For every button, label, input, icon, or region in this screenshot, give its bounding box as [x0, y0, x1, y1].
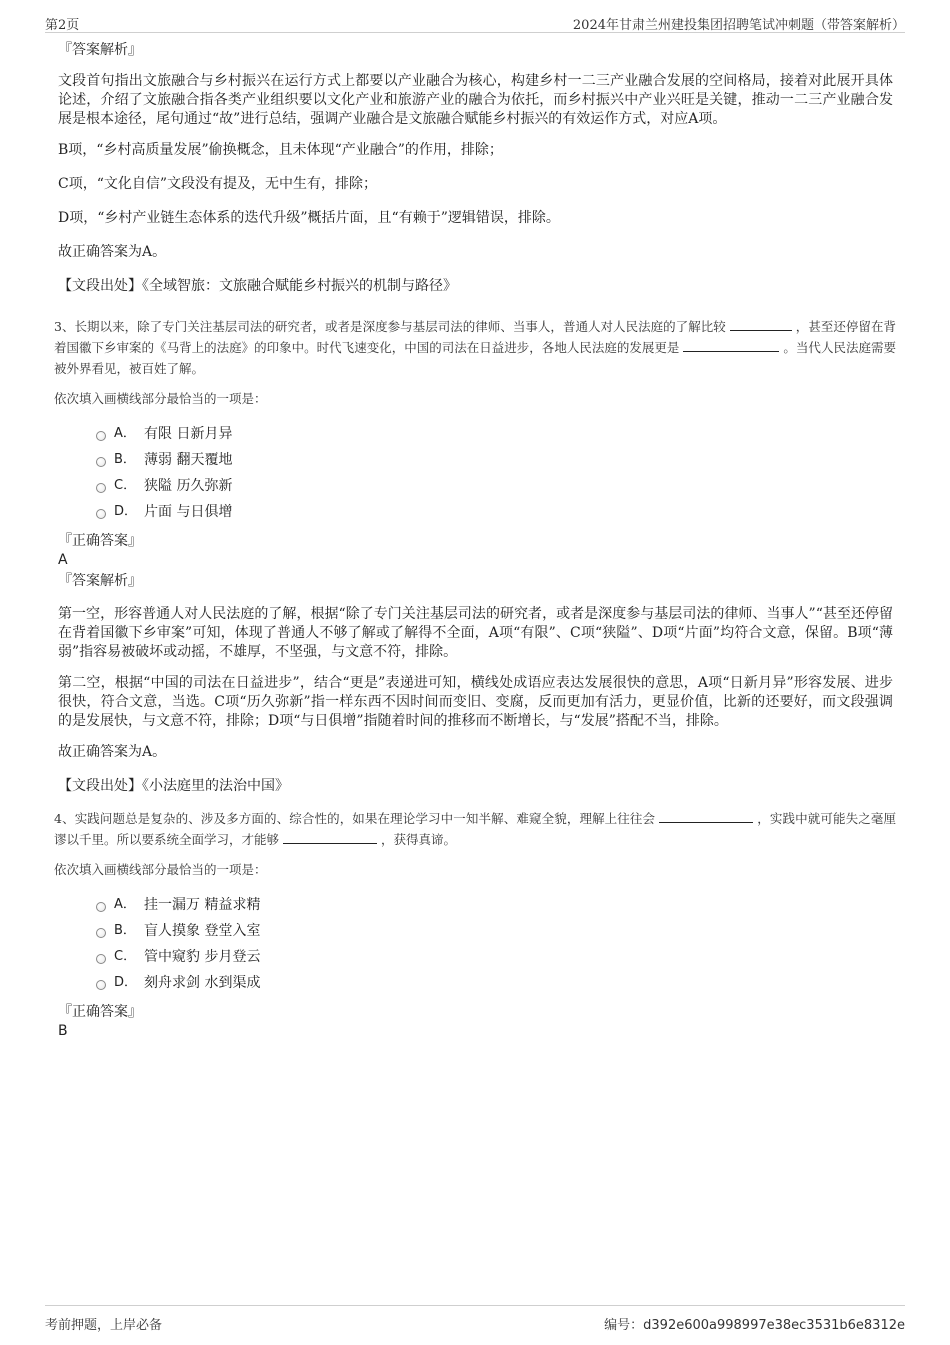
document-title: 2024年甘肃兰州建投集团招聘笔试冲刺题（带答案解析）	[572, 18, 905, 33]
fill-blank	[659, 808, 753, 823]
page-footer	[45, 1305, 905, 1333]
radio-icon[interactable]	[96, 431, 106, 441]
analysis-paragraph: C项，“文化自信”文段没有提及，无中生有，排除；	[58, 176, 378, 192]
page-number: 第2页	[45, 18, 80, 33]
options-list	[96, 892, 931, 996]
option-d[interactable]: D． 片面 与日俱增	[96, 499, 931, 525]
radio-icon[interactable]	[96, 954, 106, 964]
radio-icon[interactable]	[96, 980, 106, 990]
radio-icon[interactable]	[96, 902, 106, 912]
option-a[interactable]: A． 挂一漏万 精益求精	[96, 892, 931, 918]
option-c[interactable]: C． 管中窥豹 步月登云	[96, 944, 931, 970]
page-header	[45, 12, 905, 33]
analysis-paragraph: 第二空，根据“中国的司法在日益进步”，结合“更是”表递进可知，横线处成语应表达发展很快的意思，A项“日新月异”形容发展、进步很快，符合文意，当选。C项“历久弥新”指一样东西不因时间而变旧、变腐，反而更加有活力，更显价值，比新的还要好，而文段强调的是发展快，与文意不符，排除；D项“与日俱增”指随着时间的推移而不断增长，与“发展”搭配不当，排除。	[58, 675, 893, 729]
radio-icon[interactable]	[96, 928, 106, 938]
question-3-text: 3、长期以来，除了专门关注基层司法的研究者，或者是深度参与基层司法的律师、当事人，普通人对人民法庭的了解比较 ，甚至还停留在背着国徽下乡审案的《马背上的法庭》的印象中。时代飞速变化，中国的司法在日益进步，各地人民法庭的发展更是 。当代人民法庭需要被外界看见，被百姓了解。	[54, 316, 896, 379]
radio-icon[interactable]	[96, 457, 106, 467]
option-a[interactable]: A． 有限 日新月异	[96, 421, 931, 447]
footer-slogan: 考前押题，上岸必备	[45, 1318, 163, 1333]
source-citation: 【文段出处】《小法庭里的法治中国》	[58, 778, 289, 794]
option-b[interactable]: B． 盲人摸象 登堂入室	[96, 918, 931, 944]
analysis-label: 『答案解析』	[58, 42, 142, 58]
fill-blank	[683, 337, 779, 352]
analysis-label: 『答案解析』	[58, 573, 142, 589]
question-instruction: 依次填入画横线部分最恰当的一项是：	[54, 391, 267, 406]
option-b[interactable]: B． 薄弱 翻天覆地	[96, 447, 931, 473]
analysis-paragraph: 第一空，形容普通人对人民法庭的了解，根据“除了专门关注基层司法的研究者，或者是深度参与基层司法的律师、当事人”“甚至还停留在背着国徽下乡审案”可知，体现了普通人不够了解或了解得不全面，A项“有限”、C项“狭隘”、D项“片面”均符合文意，保留。B项“薄弱”指容易被破坏或动摇，不雄厚，不坚强，与文意不符，排除。	[58, 606, 893, 660]
option-d[interactable]: D． 刻舟求剑 水到渠成	[96, 970, 931, 996]
analysis-paragraph: 文段首句指出文旅融合与乡村振兴在运行方式上都要以产业融合为核心，构建乡村一二三产业融合发展的空间格局，接着对此展开具体论述，介绍了文旅融合指各类产业组织要以文化产业和旅游产业的融合为依托，而乡村振兴中产业兴旺是关键，推动一二三产业融合发展是根本途径，尾句通过“故”进行总结，强调产业融合是文旅融合赋能乡村振兴的有效运作方式，对应A项。	[58, 73, 893, 127]
answer-label: 『正确答案』	[58, 1004, 142, 1020]
radio-icon[interactable]	[96, 509, 106, 519]
radio-icon[interactable]	[96, 483, 106, 493]
conclusion: 故正确答案为A。	[58, 744, 167, 760]
analysis-paragraph: D项，“乡村产业链生态体系的迭代升级”概括片面，且“有赖于”逻辑错误，排除。	[58, 210, 560, 226]
options-list	[96, 421, 931, 525]
correct-answer: B	[58, 1023, 68, 1039]
answer-label: 『正确答案』	[58, 533, 142, 549]
analysis-paragraph: B项，“乡村高质量发展”偷换概念，且未体现“产业融合”的作用，排除；	[58, 142, 503, 158]
document-code: 编号：d392e600a998997e38ec3531b6e8312e	[604, 1318, 905, 1333]
question-4-text: 4、实践问题总是复杂的、涉及多方面的、综合性的，如果在理论学习中一知半解、难窥全貌，理解上往往会 ，实践中就可能失之毫厘谬以千里。所以要系统全面学习，才能够 ，获得真谛。	[54, 808, 896, 850]
source-citation: 【文段出处】《全域智旅：文旅融合赋能乡村振兴的机制与路径》	[58, 278, 457, 294]
page-content	[54, 40, 896, 1040]
correct-answer: A	[58, 552, 68, 568]
fill-blank	[283, 829, 377, 844]
conclusion: 故正确答案为A。	[58, 244, 167, 260]
question-instruction: 依次填入画横线部分最恰当的一项是：	[54, 862, 267, 877]
fill-blank	[730, 316, 792, 331]
option-c[interactable]: C． 狭隘 历久弥新	[96, 473, 931, 499]
